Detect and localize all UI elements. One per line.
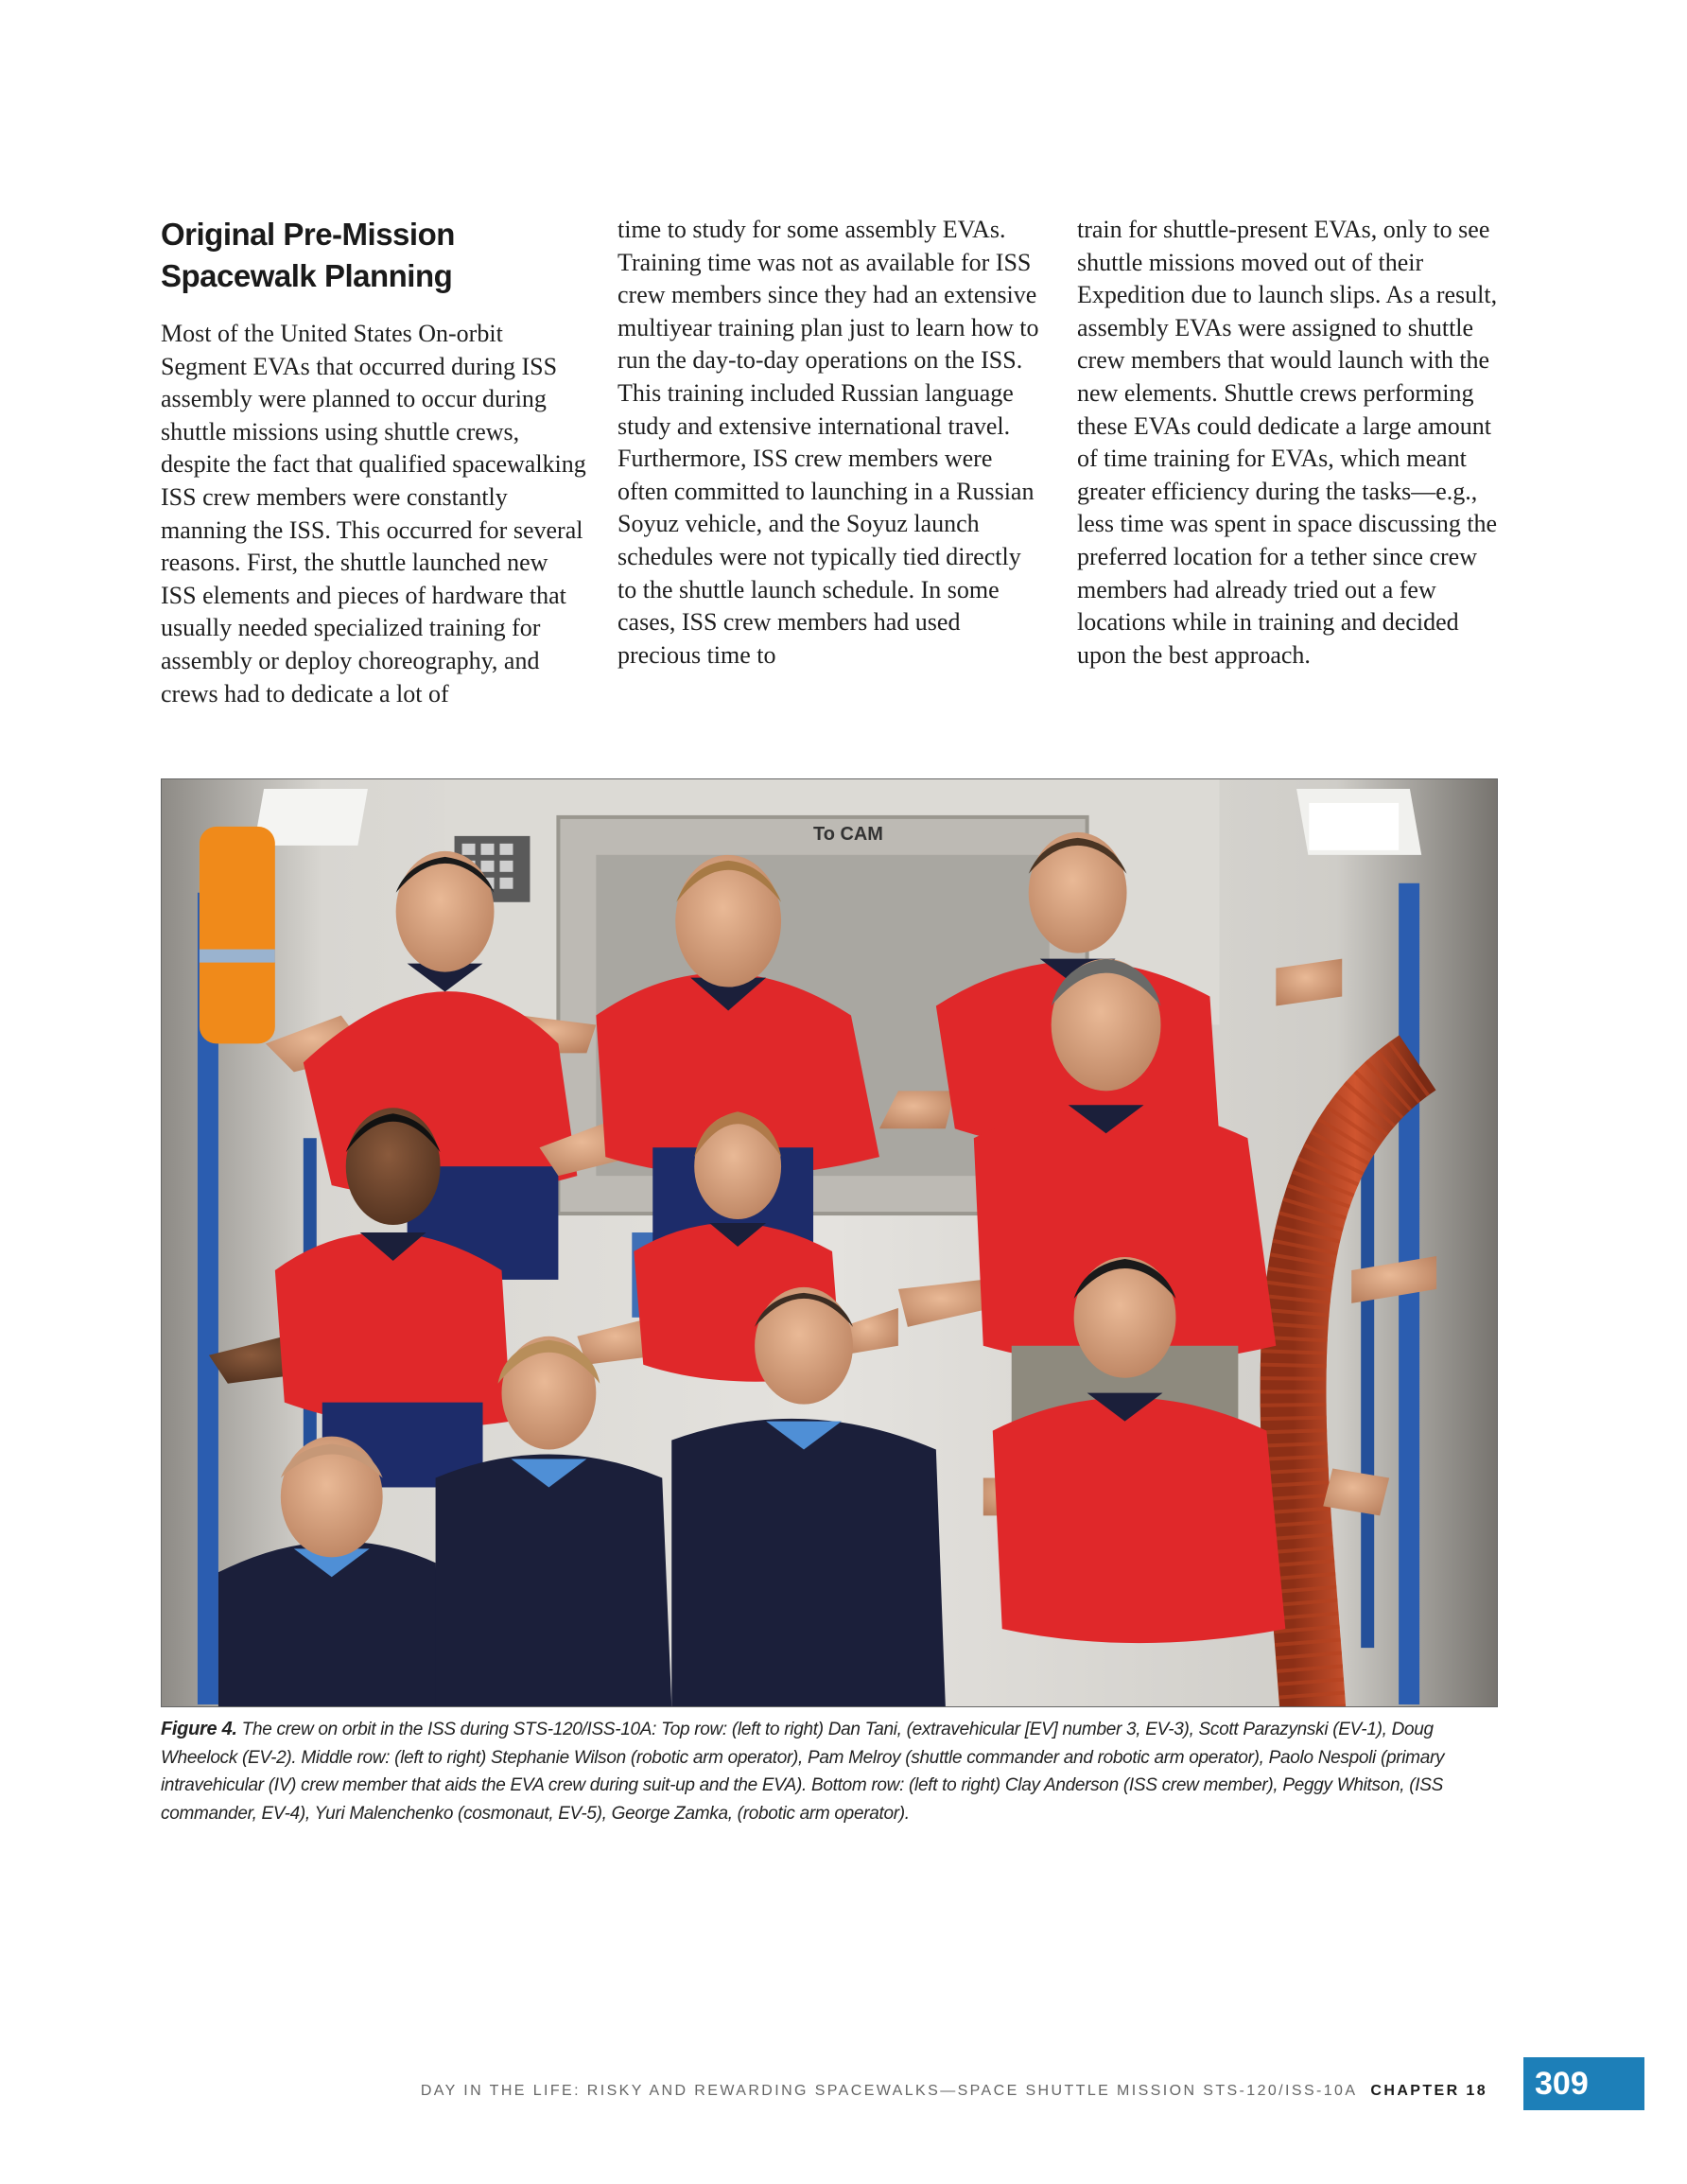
figure-caption-text: The crew on orbit in the ISS during STS-120/ISS-10A: Top row: (left to right) Dan Tani, (extravehicular [EV] number 3, EV-3), Scott Parazynski (EV-1), Doug Wheelock (EV-2). Middle row: (left to right) Stephanie Wilson (robotic arm operator), Pam Melroy (shuttle commander and robotic arm operator), Paolo Nespoli (primary intravehicular (IV) crew member that aids the EVA crew during suit-up and the EVA). Bottom row: (left to right) Clay Anderson (ISS crew member), Peggy Whitson, (ISS commander, EV-4), Yuri Malenchenko (cosmonaut, EV-5), George Zamka, (robotic arm operator). xyxy=(161,1720,1445,1824)
figure-caption xyxy=(161,1716,1504,1827)
crew-photo-illustration xyxy=(162,779,1497,1706)
text-column-1 xyxy=(161,214,586,710)
body-paragraph-3: train for shuttle-present EVAs, only to see shuttle missions moved out of their Expedition due to launch slips. As a result, assembly EVAs were assigned to shuttle crew members that would launch with the new elements. Shuttle crews performing these EVAs could dedicate a large amount of time training for EVAs, which meant greater efficiency during the tasks—e.g., less time was spent in space discussing the preferred location for a tether since crew members had already tried out a few locations while in training and decided upon the best approach. xyxy=(1077,216,1498,669)
section-heading-line-2: Spacewalk Planning xyxy=(161,258,453,293)
text-column-3 xyxy=(1077,214,1503,672)
running-title: DAY IN THE LIFE: RISKY AND REWARDING SPACEWALKS—SPACE SHUTTLE MISSION STS-120/ISS-10A xyxy=(420,2083,1358,2099)
running-footer xyxy=(421,2083,1487,2100)
body-paragraph-2: time to study for some assembly EVAs. Training time was not as available for ISS crew members since they had an extensive multiyear training plan just to learn how to run the day-to-day operations on the ISS. This training included Russian language study and extensive international travel. Furthermore, ISS crew members were often committed to launching in a Russian Soyuz vehicle, and the Soyuz launch schedules were not typically tied directly to the shuttle launch schedule. In some cases, ISS crew members had used precious time to xyxy=(617,216,1039,669)
section-heading xyxy=(161,214,586,297)
figure-label: Figure 4. xyxy=(161,1719,237,1739)
body-paragraph-1: Most of the United States On-orbit Segment EVAs that occurred during ISS assembly were planned to occur during shuttle missions using shuttle crews, despite the fact that qualified spacewalking ISS crew members were constantly manning the ISS. This occurred for several reasons. First, the shuttle launched new ISS elements and pieces of hardware that usually needed specialized training for assembly or deploy choreography, and crews had to dedicate a lot of xyxy=(161,320,586,708)
crew-photo xyxy=(161,778,1498,1707)
to-cam-sign: To CAM xyxy=(813,823,883,845)
text-column-2 xyxy=(617,214,1043,672)
section-heading-line-1: Original Pre-Mission xyxy=(161,217,455,252)
page-number: 309 xyxy=(1523,2057,1644,2110)
chapter-label: CHAPTER 18 xyxy=(1370,2083,1487,2099)
